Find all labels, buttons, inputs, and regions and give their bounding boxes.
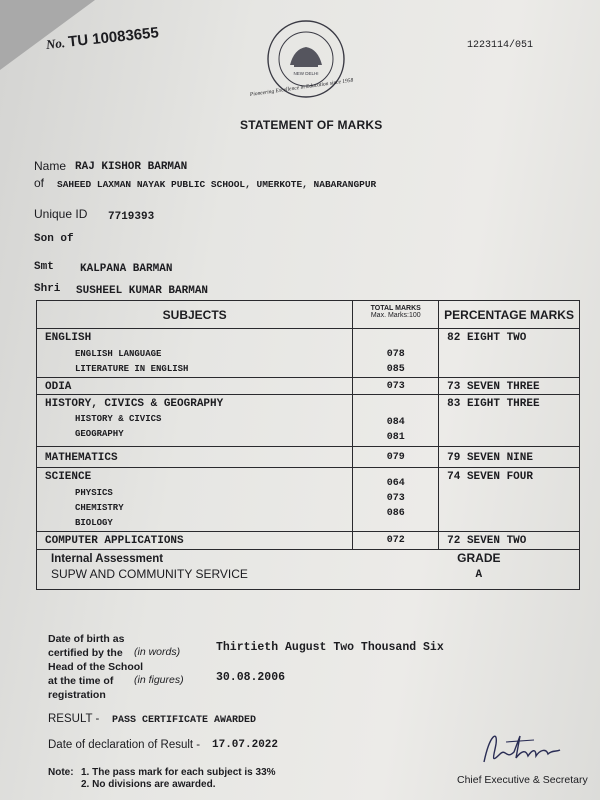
marks-value: 085 — [386, 364, 405, 375]
result-value: PASS CERTIFICATE AWARDED — [112, 715, 257, 726]
reference-number: 1223114/051 — [467, 40, 534, 51]
table-row — [37, 329, 580, 378]
notes-list — [81, 767, 276, 791]
dob-line: registration — [48, 689, 106, 701]
in-words-label: (in words) — [134, 646, 181, 658]
dob-line: certified by the — [48, 647, 123, 659]
declaration-date: 17.07.2022 — [212, 739, 279, 751]
subject-name: ENGLISH — [45, 332, 92, 344]
dob-line: Date of birth as — [48, 633, 125, 645]
marks-value: 064 — [386, 478, 405, 489]
supw-label: SUPW AND COMMUNITY SERVICE — [51, 567, 248, 581]
subpart-name: ENGLISH LANGUAGE — [75, 349, 162, 359]
percentage-cell: 73 SEVEN THREE — [439, 378, 580, 395]
mother-name: KALPANA BARMAN — [80, 263, 173, 275]
signatory-title: Chief Executive & Secretary — [457, 774, 588, 786]
signature-image — [476, 724, 576, 772]
result-label: RESULT - — [48, 713, 100, 725]
subpart-name: GEOGRAPHY — [75, 429, 124, 439]
percentage-header: PERCENTAGE MARKS — [439, 301, 580, 329]
student-name: RAJ KISHOR BARMAN — [75, 161, 188, 173]
marks-value: 081 — [386, 432, 405, 443]
unique-id-value: 7719393 — [108, 211, 155, 223]
dob-in-words: Thirtieth August Two Thousand Six — [216, 641, 444, 654]
table-header-row — [37, 301, 580, 329]
marks-cell — [353, 395, 439, 447]
dob-line: Head of the School — [48, 661, 144, 673]
subject-cell — [37, 329, 353, 378]
percentage-cell: 79 SEVEN NINE — [439, 447, 580, 468]
father-prefix: Shri — [34, 283, 61, 295]
internal-assessment-label: Internal Assessment — [51, 553, 164, 565]
marks-cell: 079 — [353, 447, 439, 468]
certificate-no-value: TU 10083655 — [67, 24, 160, 51]
subjects-header: SUBJECTS — [37, 301, 353, 329]
marks-value: 084 — [386, 417, 405, 428]
total-marks-header-text: TOTAL MARKS — [370, 305, 421, 312]
school-name: SAHEED LAXMAN NAYAK PUBLIC SCHOOL, UMERKOTE, NABARANGPUR — [57, 179, 377, 190]
name-label: Name — [34, 159, 67, 173]
subpart-name: PHYSICS — [75, 488, 113, 498]
table-row — [37, 378, 580, 395]
subpart-name: HISTORY & CIVICS — [75, 414, 162, 424]
marks-cell: 072 — [353, 532, 439, 550]
subject-cell: COMPUTER APPLICATIONS — [37, 532, 353, 550]
subject-cell: MATHEMATICS — [37, 447, 353, 468]
max-marks-text: Max. Marks:100 — [370, 312, 421, 319]
unique-id-label: Unique ID — [34, 207, 88, 221]
table-row — [37, 447, 580, 468]
seal-city-text: NEW DELHI — [293, 71, 319, 76]
marks-cell — [353, 468, 439, 532]
marks-cell: 073 — [353, 378, 439, 395]
table-row — [37, 468, 580, 532]
dob-label-block — [48, 632, 143, 702]
supw-grade-value: A — [475, 569, 483, 581]
son-of-label: Son of — [34, 233, 74, 245]
motto-text: Pioneering Excellence in Education since 1958 — [249, 77, 354, 98]
subject-cell — [37, 395, 353, 447]
subject-cell: ODIA — [37, 378, 353, 395]
table-row — [37, 395, 580, 447]
subpart-name: LITERATURE IN ENGLISH — [75, 364, 189, 374]
in-figures-label: (in figures) — [134, 674, 184, 686]
subject-name: HISTORY, CIVICS & GEOGRAPHY — [45, 398, 224, 410]
dob-line: at the time of — [48, 675, 114, 687]
declaration-label: Date of declaration of Result - — [48, 739, 201, 751]
total-marks-header — [353, 301, 439, 329]
grade-cell — [439, 550, 580, 590]
marks-value: 073 — [386, 493, 405, 504]
grade-label: GRADE — [457, 551, 501, 565]
subpart-name: BIOLOGY — [75, 518, 113, 528]
note-item: 1. The pass mark for each subject is 33% — [81, 767, 276, 778]
note-label: Note: — [48, 767, 74, 778]
percentage-cell: 83 EIGHT THREE — [439, 395, 580, 447]
note-item: 2. No divisions are awarded. — [81, 779, 216, 790]
marks-value: 086 — [386, 508, 405, 519]
marks-value: 078 — [386, 349, 405, 360]
mother-prefix: Smt — [34, 261, 54, 273]
no-label: No. — [45, 35, 66, 52]
father-name: SUSHEEL KUMAR BARMAN — [76, 285, 209, 297]
subject-cell — [37, 468, 353, 532]
subpart-name: CHEMISTRY — [75, 503, 124, 513]
document-title: STATEMENT OF MARKS — [240, 118, 383, 132]
marks-table — [36, 300, 580, 590]
internal-assessment-row — [37, 550, 580, 590]
percentage-cell: 82 EIGHT TWO — [439, 329, 580, 378]
percentage-cell: 74 SEVEN FOUR — [439, 468, 580, 532]
marks-cell — [353, 329, 439, 378]
table-row — [37, 532, 580, 550]
of-label: of — [34, 176, 45, 190]
percentage-cell: 72 SEVEN TWO — [439, 532, 580, 550]
subject-name: SCIENCE — [45, 471, 92, 483]
dob-in-figures: 30.08.2006 — [216, 671, 286, 684]
